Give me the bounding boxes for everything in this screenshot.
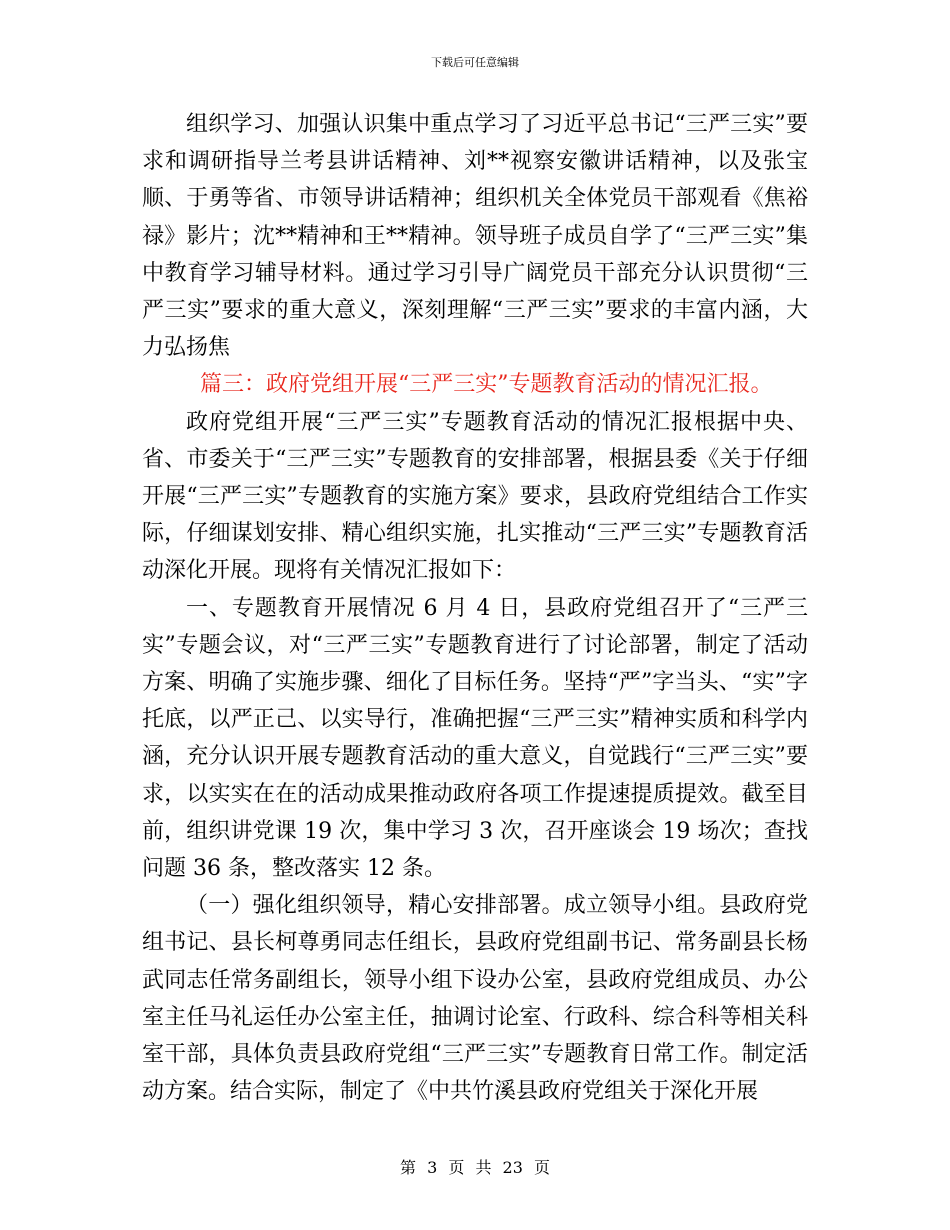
page-header: 下载后可任意编辑 [431,56,519,69]
paragraph-study: 组织学习、加强认识集中重点学习了习近平总书记“三严三实”要求和调研指导兰考县讲话精神、刘**视察安徽讲话精神，以及张宝顺、于勇等省、市领导讲话精神；组织机关全体党员干部观看《焦裕禄》影片；沈**精神和王**精神。领导班子成员自学了“三严三实”集中教育学习辅导材料。通过学习引导广阔党员干部充分认识贯彻“三严三实”要求的重大意义，深刻理解“三严三实”要求的丰富内涵，大力弘扬焦 [142,112,808,361]
page-footer: 第 3 页 共 23 页 [400,1158,550,1177]
document-body [142,106,808,1110]
paragraph-intro: 政府党组开展“三严三实”专题教育活动的情况汇报根据中央、省、市委关于“三严三实”专题教育的安排部署，根据县委《关于仔细开展“三严三实”专题教育的实施方案》要求，县政府党组结合工作实际，仔细谋划安排、精心组织实施，扎实推动“三严三实”专题教育活动深化开展。现将有关情况汇报如下： [142,409,808,584]
paragraph-organization: （一）强化组织领导，精心安排部署。成立领导小组。县政府党组书记、县长柯尊勇同志任组长，县政府党组副书记、常务副县长杨武同志任常务副组长，领导小组下设办公室，县政府党组成员、办公室主任马礼运任办公室主任，抽调讨论室、行政科、综合科等相关科室干部，具体负责县政府党组“三严三实”专题教育日常工作。制定活动方案。结合实际，制定了《中共竹溪县政府党组关于深化开展 [142,893,808,1105]
paragraph-progress: 一、专题教育开展情况 6 月 4 日，县政府党组召开了“三严三实”专题会议，对“三严三实”专题教育进行了讨论部署，制定了活动方案、明确了实施步骤、细化了目标任务。坚持“严”字当头、“实”字托底，以严正己、以实导行，准确把握“三严三实”精神实质和科学内涵，充分认识开展专题教育活动的重大意义，自觉践行“三严三实”要求，以实实在在的活动成果推动政府各项工作提速提质提效。截至目前，组织讲党课 19 次，集中学习 3 次，召开座谈会 19 场次；查找问题 36 条，整改落实 12 条。 [142,595,808,882]
section-heading: 篇三：政府党组开展“三严三实”专题教育活动的情况汇报。 [200,372,773,398]
